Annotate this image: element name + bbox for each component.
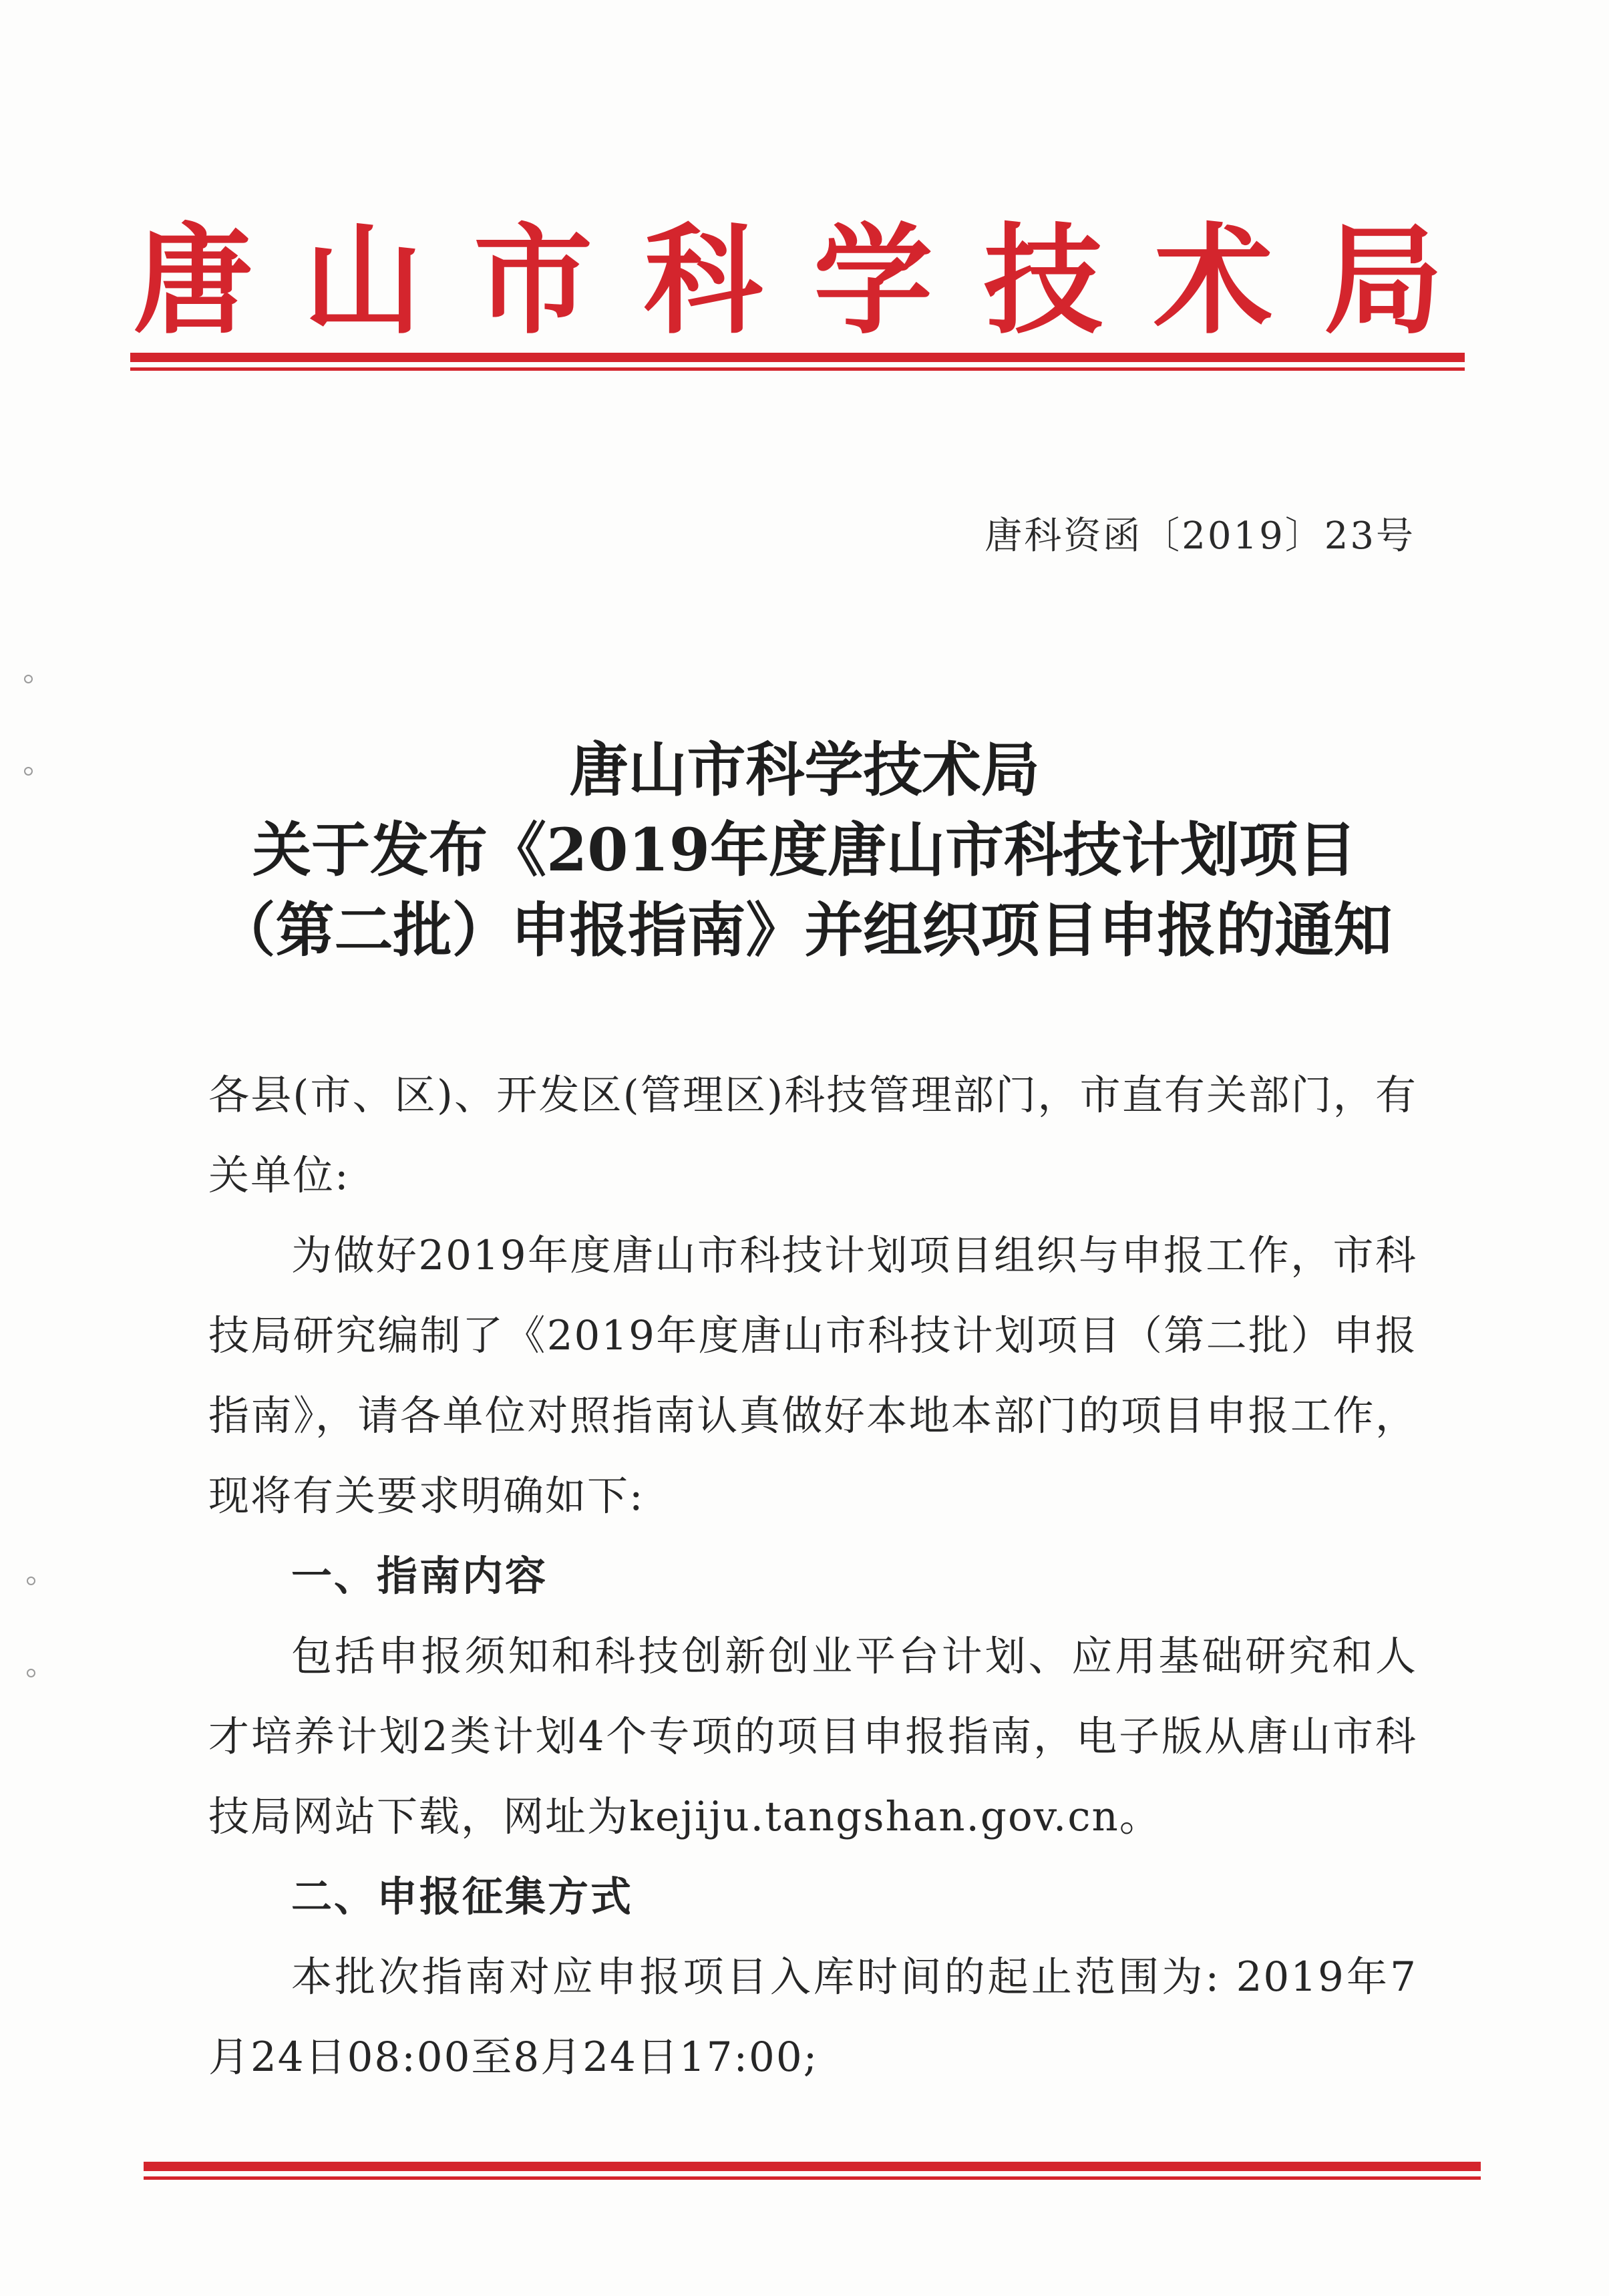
letterhead-title bbox=[134, 200, 1443, 361]
section-text-1: 包括申报须知和科技创新创业平台计划、应用基础研究和人才培养计划2类计划4个专项的项目申报指南，电子版从唐山市科技局网站下载，网址为kejiju.tangshan.gov.cn。 bbox=[208, 1633, 1417, 1840]
letterhead-char: 科 bbox=[643, 210, 763, 350]
letterhead-char: 山 bbox=[303, 210, 423, 350]
section-text-2: 本批次指南对应申报项目入库时间的起止范围为: 2019年7月24日08:00至8月24日17:00; bbox=[208, 1953, 1417, 2081]
letterhead-rule-thick bbox=[130, 353, 1465, 362]
footer-rule-thick bbox=[144, 2162, 1481, 2171]
letterhead-char: 局 bbox=[1323, 210, 1443, 350]
letterhead-rule-thin bbox=[130, 367, 1465, 371]
title-line-3: （第二批）申报指南》并组织项目申报的通知 bbox=[216, 895, 1393, 965]
section-heading-2: 二、申报征集方式 bbox=[291, 1873, 634, 1921]
section-heading-1: 一、指南内容 bbox=[291, 1552, 548, 1600]
letterhead-char: 技 bbox=[983, 210, 1103, 350]
title-line-2: 关于发布《2019年度唐山市科技计划项目 bbox=[252, 815, 1357, 884]
letterhead-char: 学 bbox=[814, 210, 933, 350]
letterhead-char: 市 bbox=[474, 210, 593, 350]
document-title bbox=[134, 729, 1475, 970]
scan-margin-mark bbox=[24, 675, 33, 683]
scan-margin-mark bbox=[27, 1669, 35, 1677]
letterhead-char: 唐 bbox=[134, 210, 252, 350]
letterhead-char: 术 bbox=[1153, 210, 1273, 350]
scan-margin-mark bbox=[27, 1577, 35, 1585]
addressee: 各县(市、区)、开发区(管理区)科技管理部门，市直有关部门，有关单位: bbox=[208, 1072, 1417, 1199]
title-line-1: 唐山市科学技术局 bbox=[569, 735, 1040, 804]
body-paragraph-intro: 为做好2019年度唐山市科技计划项目组织与申报工作，市科技局研究编制了《2019年度唐山市科技计划项目（第二批）申报指南》，请各单位对照指南认真做好本地本部门的项目申报工作，现将有关要求明确如下: bbox=[208, 1232, 1417, 1520]
scan-margin-mark bbox=[24, 767, 33, 776]
document-body bbox=[208, 1055, 1417, 2098]
document-number: 唐科资函〔2019〕23号 bbox=[985, 514, 1415, 558]
footer-rule-thin bbox=[144, 2176, 1481, 2180]
